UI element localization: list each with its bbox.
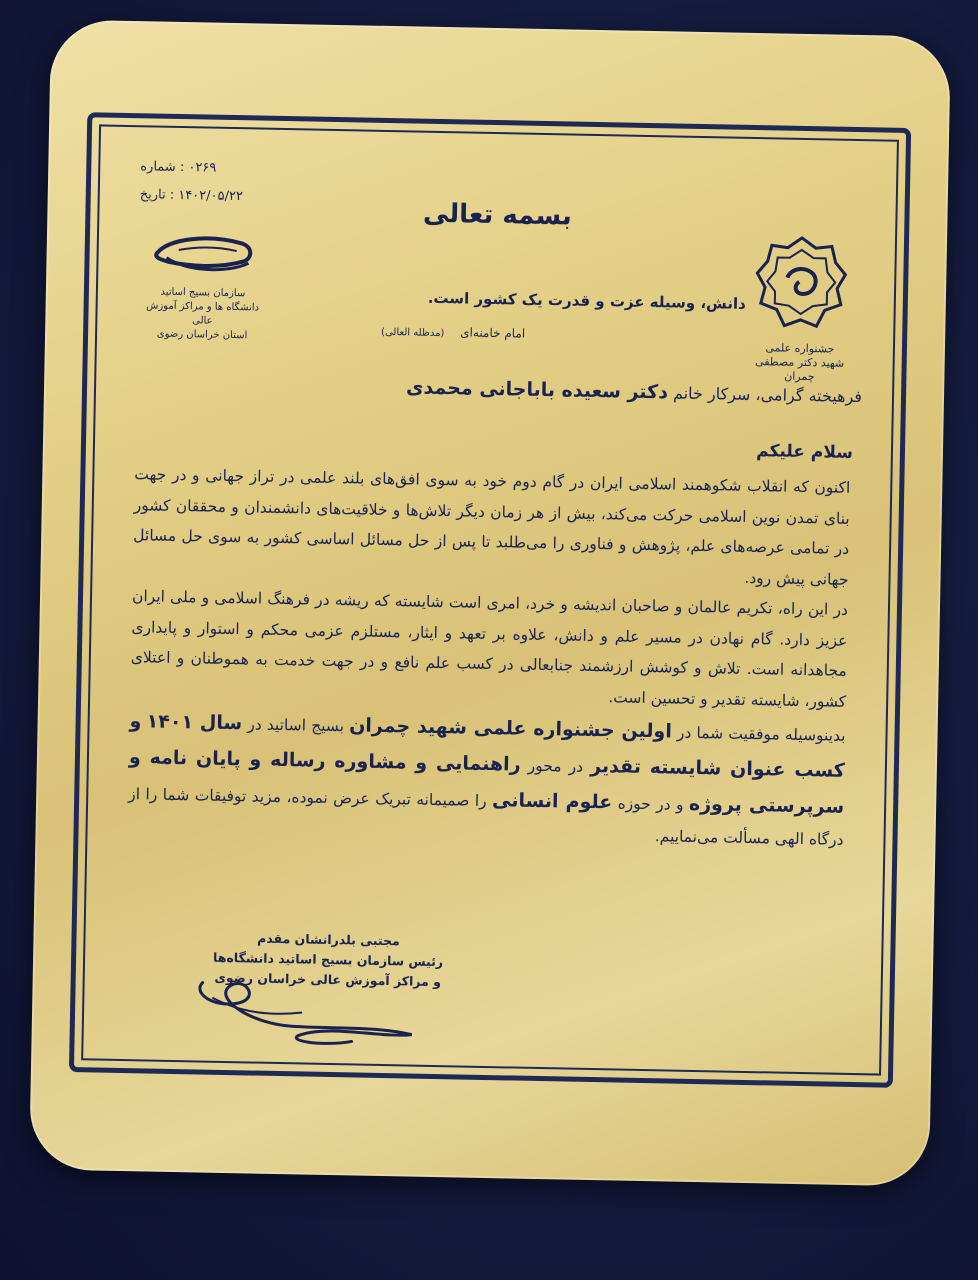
logo-caption-line-2: شهید دکتر مصطفی چمران xyxy=(755,355,845,384)
org-line-2: دانشگاه ها و مراکز آموزش عالی xyxy=(146,300,260,327)
signer-name: مجتبی بلدرانشان مقدم xyxy=(257,930,400,949)
body-paragraph-3 xyxy=(127,703,846,855)
org-emblem-icon xyxy=(148,231,259,279)
quote-author-note: (مدظله العالی) xyxy=(380,326,445,340)
p3-part-g: در محور xyxy=(527,756,584,776)
letter-body xyxy=(127,459,850,855)
header-title: بسمه تعالی xyxy=(422,198,573,232)
award-plaque xyxy=(29,19,951,1186)
org-emblem-block xyxy=(137,231,269,343)
p3-part-c: بسیج اساتید در xyxy=(247,715,345,736)
festival-logo-icon xyxy=(754,233,848,335)
p3-part-i: و در حوزه xyxy=(617,794,684,814)
quote-text: دانش، وسیله عزت و قدرت یک کشور است. xyxy=(427,288,746,313)
p3-part-e: و xyxy=(129,710,142,733)
letter-number: ۰۲۶۹ : شماره xyxy=(140,159,217,176)
body-paragraph-2: در این راه، تکریم عالمان و صاحبان اندیشه و خرد، امری است شایسته که ریشه در فرهنگ اسلامی و ملی ایران عزیز دارد. گام نهادن در مسیر علم و دانش، علاوه بر تعهد و ایثار، مستلزم عزمی محکم و استوار و پایداری مجاهدانه است. تلاش و کوشش ارزشمند جنابعالی در کسب علم نافع و در جهت خدمت به هموطنان و اعتلای کشور، شایسته تقدیر و تحسین است. xyxy=(130,587,849,711)
addressee-name: دکتر سعیده باباجانی محمدی xyxy=(405,376,669,404)
signer-title-2: و مراکز آموزش عالی خراسان رضوی xyxy=(214,969,442,990)
body-paragraph-1: اکنون که انقلاب شکوهمند اسلامی ایران در گام دوم خود به سوی افق‌های بلند علمی در تراز جهانی و در جهت بنای تمدن نوین اسلامی حرکت می‌کند، بیش از هر زمان دیگر تلاش‌ها و خلاقیت‌های دانشمندان و محققان کشور در تمامی عرصه‌های علم، پژوهش و فناوری را می‌طلبد تا پس از حل مسائل اساسی کشور به سوی حل مسائل جهانی پیش رود. xyxy=(133,465,851,589)
letter-date: ۱۴۰۲/۰۵/۲۲ : تاریخ xyxy=(139,187,244,205)
signer-title-1: رئیس سازمان بسیج اساتید دانشگاه‌ها xyxy=(213,949,444,970)
handwritten-signature xyxy=(181,952,443,1057)
greeting: سلام علیکم xyxy=(756,441,854,463)
quote-author: امام خامنه‌ای xyxy=(460,325,526,341)
award-title: کسب عنوان شایسته تقدیر xyxy=(590,754,846,782)
festival-name: اولین جشنواره علمی شهید چمران xyxy=(348,714,673,743)
addressee-prefix: فرهیخته گرامی، سرکار خانم xyxy=(672,383,863,407)
logo-caption-line-1: جشنواره علمی xyxy=(765,341,835,356)
org-line-1: سازمان بسیج اساتید xyxy=(160,286,246,300)
org-line-3: استان خراسان رضوی xyxy=(156,328,248,342)
reference-block xyxy=(139,153,243,211)
festival-logo-block xyxy=(744,233,857,385)
quote-author-line xyxy=(381,324,525,341)
p3-part-k: را صمیمانه تبریک عرض نموده، مزید توفیقات شما را از درگاه الهی مسألت می‌نماییم. xyxy=(128,785,844,849)
award-axis: راهنمایی و مشاوره رساله و پایان نامه و سرپرستی پروژه xyxy=(128,746,845,818)
p3-part-a: بدینوسیله موفقیت شما در xyxy=(676,723,846,745)
plaque-content xyxy=(29,19,951,1186)
award-field: علوم انسانی xyxy=(491,789,613,814)
award-year: سال ۱۴۰۱ xyxy=(146,710,243,735)
